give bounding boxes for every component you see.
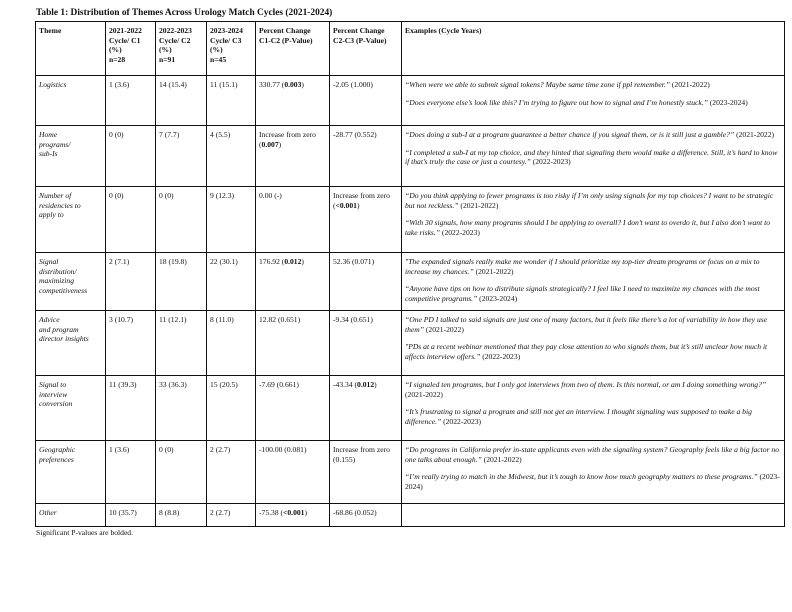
table-title: Table 1: Distribution of Themes Across Urology Match Cycles (2021-2024) [36,8,333,18]
example-quote [405,148,781,167]
p-value-close: ) [352,454,356,464]
percent-change-pc23-cell [330,126,402,187]
count-c1-cell: 0 (0) [106,187,156,253]
theme-label-line: Signal to [39,380,67,389]
percent-change-pc12-cell [256,376,330,441]
count-c3-cell: 8 (11.0) [207,311,256,376]
footnote: Significant P-values are bolded. [36,528,134,537]
example-quote [405,315,781,334]
count-c2-cell: 14 (15.4) [156,76,207,126]
percent-change-value: 52.36 ( [333,257,355,266]
quote-text: “Do programs in California prefer in-state applicants even with the signaling system? Geography feels like a big factor no one talks about enough.” [405,445,780,464]
p-value: 0.012 [357,380,375,389]
table-row [36,253,785,311]
p-value: - [276,191,280,200]
p-value-close: ) [371,257,375,266]
quote-cycle-years: (2022-2023) [480,351,521,361]
quote-cycle-years: (2022-2023) [441,416,482,426]
percent-change-value: 12.82 ( [259,315,281,324]
header-c1-line: Cycle/ C1 [109,35,141,45]
examples-cell [402,126,785,187]
quote-text: “With 30 signals, how many programs should I be applying to overall? I don’t want to overdo it, but I also don’t want to take risks.” [405,218,770,237]
header-row [36,22,785,76]
header-pc23-line: C2-C3 (P-Value) [333,35,387,45]
theme-cell [36,504,106,527]
count-c2-cell: 33 (36.3) [156,376,207,441]
theme-label-line: Other [39,508,57,517]
percent-change-value: -75.38 ( [259,508,284,517]
header-examples-label: Examples (Cycle Years) [405,26,482,35]
header-c3-line: 2023-2024 [210,26,243,35]
quote-text: "PDs at a recent webinar mentioned that they pay close attention to who signals them, but it’s still unclear how much it affects interview offers.” [405,342,768,361]
p-value: <0.001 [283,508,305,517]
example-quote [405,218,781,237]
table-row [36,126,785,187]
header-percent-change-c2-c3 [330,22,402,76]
p-value: 0.071 [354,257,372,266]
quote-text: “I signaled ten programs, but I only got interviews from two of them. Is this normal, or am I doing something wrong?” [405,380,767,389]
theme-cell [36,376,106,441]
percent-change-value: -68.86 ( [333,508,358,517]
example-quote [405,191,781,210]
example-quote [405,130,781,140]
p-value: 0.661 [279,380,297,389]
theme-label-line: and program [39,324,79,334]
count-c2-cell: 18 (19.8) [156,253,207,311]
theme-label-line: programs/ [39,139,71,149]
p-value: 0.007 [261,139,279,149]
percent-change-value: -43.34 ( [333,380,358,389]
theme-label-line: Logistics [39,80,67,89]
examples-cell [402,376,785,441]
percent-change-value: Increase from zero ( [333,445,390,464]
header-percent-change-c1-c2 [256,22,330,76]
header-c2-line: Cycle/ C2 [159,35,191,45]
example-quote [405,407,781,426]
theme-label-line: director insights [39,334,89,344]
header-theme-label: Theme [39,26,62,35]
examples-cell [402,253,785,311]
p-value: 0.651 [353,315,371,324]
theme-cell [36,311,106,376]
percent-change-pc23-cell [330,504,402,527]
quote-cycle-years: (2021-2022) [669,80,710,89]
quote-text: “I’m really trying to match in the Midwest, but it’s tough to know how much geography matters to these programs.” [405,472,758,482]
count-c2-cell: 0 (0) [156,441,207,504]
percent-change-pc23-cell [330,253,402,311]
percent-change-value: -28.77 ( [333,130,358,139]
percent-change-pc12-cell [256,76,330,126]
example-quote [405,445,781,464]
count-c2-cell: 8 (8.8) [156,504,207,527]
p-value: 0.552 [357,130,375,139]
header-theme [36,22,106,76]
p-value-close: ) [301,80,304,89]
header-c3-line: (%) [210,45,223,55]
quote-cycle-years: (2021-2022) [734,130,775,139]
example-quote [405,284,781,303]
quote-text: “Does everyone else’s look like this? I’m trying to figure out how to signal and I’m honestly stuck.” [405,97,708,107]
examples-cell [402,187,785,253]
percent-change-value: -7.69 ( [259,380,280,389]
p-value-close: ) [278,139,282,149]
header-cycle-3 [207,22,256,76]
quote-cycle-years: (2023-2024) [707,97,748,107]
percent-change-value: Increase from zero ( [259,130,316,149]
p-value-close: ) [356,200,360,210]
percent-change-pc12-cell [256,504,330,527]
p-value-close: ) [374,380,377,389]
theme-label-line: competitiveness [39,285,88,295]
percent-change-pc23-cell [330,376,402,441]
percent-change-value: Increase from zero ( [333,191,390,210]
theme-cell [36,126,106,187]
theme-cell [36,187,106,253]
header-pc12-line: Percent Change [259,26,311,35]
example-quote [405,380,781,399]
count-c3-cell: 22 (30.1) [207,253,256,311]
theme-label-line: interview [39,389,68,399]
p-value-close: ) [304,508,307,517]
count-c2-cell: 7 (7.7) [156,126,207,187]
p-value-close: ) [370,80,373,89]
percent-change-value: 176.92 ( [259,257,285,266]
count-c2-cell: 11 (12.1) [156,311,207,376]
quote-text: “When were we able to submit signal tokens? Maybe same time zone if ppl remember.” [405,80,670,89]
table-row [36,311,785,376]
examples-cell [402,504,785,527]
example-quote [405,257,781,276]
table-row [36,187,785,253]
percent-change-pc12-cell [256,253,330,311]
percent-change-value: -2.05 ( [333,80,354,89]
p-value-close: ) [374,508,377,517]
percent-change-value: 330.77 ( [259,80,285,89]
header-c3-line: Cycle/ C3 [210,35,242,45]
percent-change-value: 0.00 ( [259,191,277,200]
count-c1-cell: 11 (39.3) [106,376,156,441]
count-c1-cell: 1 (3.6) [106,76,156,126]
count-c1-cell: 0 (0) [106,126,156,187]
theme-label-line: conversion [39,399,73,409]
p-value: 1.000 [353,80,371,89]
theme-label-line: residencies to [39,200,81,210]
count-c3-cell: 11 (15.1) [207,76,256,126]
header-c1-line: (%) [109,45,122,55]
table-row [36,76,785,126]
quote-cycle-years: (2021-2022) [481,454,522,464]
theme-cell [36,441,106,504]
quote-text: “Anyone have tips on how to distribute signals strategically? I feel like I need to maximize my chances with the most competitive programs.” [405,284,760,303]
percent-change-pc12-cell [256,187,330,253]
example-quote [405,472,781,491]
p-value: 0.012 [284,257,302,266]
header-examples [402,22,785,76]
table-row [36,504,785,527]
quote-cycle-years: (2022-2023) [440,227,480,237]
quote-cycle-years: (2021-2022) [473,266,514,276]
percent-change-pc23-cell [330,76,402,126]
percent-change-pc12-cell [256,441,330,504]
quote-cycle-years: (2021-2022) [423,324,464,334]
quote-text: “Do you think applying to fewer programs is too risky if I’m only using signals for my top choices? I want to be strategic but not reckless.” [405,191,774,210]
theme-label-line: sub-Is [39,149,58,159]
example-quote [405,342,781,361]
header-c2-line: n=91 [159,54,176,64]
examples-cell [402,76,785,126]
count-c1-cell: 2 (7.1) [106,253,156,311]
quote-cycle-years: (2023-2024) [405,472,780,491]
p-value-close: ) [370,315,373,324]
theme-label-line: Home [39,130,58,139]
theme-label-line: Geographic [39,445,76,454]
p-value: 0.155 [335,454,353,464]
p-value-close: ) [296,380,299,389]
count-c3-cell: 15 (20.5) [207,376,256,441]
p-value-close: ) [297,315,301,324]
percent-change-pc23-cell [330,187,402,253]
count-c1-cell: 10 (35.7) [106,504,156,527]
count-c3-cell: 2 (2.7) [207,504,256,527]
count-c2-cell: 0 (0) [156,187,207,253]
quote-cycle-years: (2022-2023) [530,157,571,167]
header-c2-line: 2022-2023 [159,26,192,35]
quote-text: "The expanded signals really make me wonder if I should prioritize my top-tier dream programs or focus on a mix to increase my chances.” [405,257,760,276]
examples-cell [402,311,785,376]
theme-label-line: Advice [39,315,60,324]
theme-label-line: Number of [39,191,72,200]
count-c1-cell: 1 (3.6) [106,441,156,504]
theme-label-line: distribution/ [39,266,77,276]
quote-cycle-years: (2021-2022) [405,389,443,399]
theme-label-line: preferences [39,454,74,464]
theme-label-line: apply to [39,210,64,220]
count-c3-cell: 9 (12.3) [207,187,256,253]
quote-text: “I completed a sub-I at my top choice, and they hinted that signaling them would make a difference. Still, it’s hard to know if that’s truly the case or just a courtesy.” [405,147,778,167]
header-cycle-2 [156,22,207,76]
percent-change-pc23-cell [330,441,402,504]
quote-cycle-years: (2023-2024) [477,293,518,303]
quote-text: “Does doing a sub-I at a program guarantee a better chance if you signal them, or is it still just a gamble?” [405,130,735,139]
table-row [36,441,785,504]
table-row [36,376,785,441]
count-c1-cell: 3 (10.7) [106,311,156,376]
header-c3-line: n=45 [210,54,227,64]
theme-cell [36,76,106,126]
theme-label-line: Signal [39,257,59,266]
p-value: 0.003 [284,80,302,89]
theme-cell [36,253,106,311]
example-quote [405,98,781,108]
percent-change-value: -100.00 ( [259,445,287,454]
p-value-close: ) [301,257,304,266]
themes-table [35,21,785,527]
count-c3-cell: 2 (2.7) [207,441,256,504]
header-c1-line: n=28 [109,54,126,64]
count-c3-cell: 4 (5.5) [207,126,256,187]
percent-change-value: -9.34 ( [333,315,354,324]
p-value: 0.052 [357,508,375,517]
header-pc12-line: C1-C2 (P-Value) [259,35,313,45]
p-value: 0.081 [286,445,304,454]
p-value-close: ) [303,445,307,454]
percent-change-pc12-cell [256,311,330,376]
p-value-close: ) [374,130,377,139]
quote-cycle-years: (2021-2022) [458,200,499,210]
theme-label-line: maximizing [39,276,75,286]
example-quote [405,80,781,90]
examples-cell [402,441,785,504]
header-c2-line: (%) [159,45,172,55]
quote-text: “One PD I talked to said signals are just one of many factors, but it feels like there’s a lot of variability in how they use them” [405,315,768,334]
header-cycle-1 [106,22,156,76]
header-pc23-line: Percent Change [333,26,385,35]
percent-change-pc12-cell [256,126,330,187]
p-value: 0.651 [280,315,298,324]
quote-text: “It’s frustrating to signal a program and still not get an interview. I thought signaling was supposed to make a big difference.” [405,407,752,426]
p-value: <0.001 [335,200,357,210]
header-c1-line: 2021-2022 [109,26,142,35]
percent-change-pc23-cell [330,311,402,376]
p-value-close: ) [279,191,282,200]
